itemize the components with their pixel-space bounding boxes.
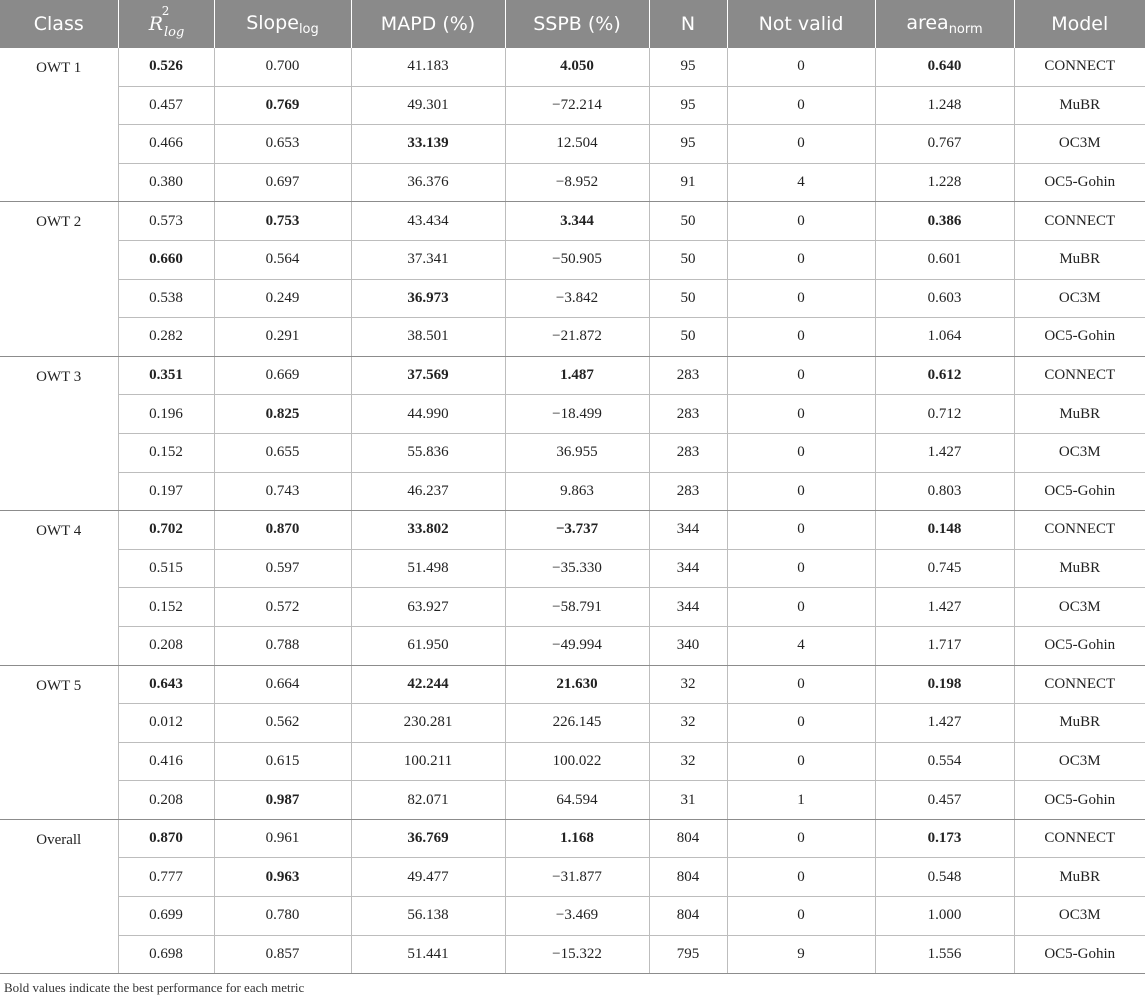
model-cell: CONNECT [1014, 511, 1145, 550]
model-cell: OC5-Gohin [1014, 626, 1145, 665]
not-valid-cell: 0 [727, 742, 875, 781]
model-cell: OC3M [1014, 588, 1145, 627]
sspb-cell: 3.344 [505, 202, 649, 241]
mapd-cell: 230.281 [351, 704, 505, 743]
r2-cell: 0.698 [118, 935, 214, 974]
sspb-cell: −3.842 [505, 279, 649, 318]
mapd-cell: 36.769 [351, 819, 505, 858]
slope-cell: 0.961 [214, 819, 351, 858]
r2-cell: 0.282 [118, 318, 214, 357]
r2-cell: 0.152 [118, 433, 214, 472]
table-row [0, 48, 1145, 86]
class-cell: OWT 1 [0, 48, 118, 202]
r2-cell: 0.196 [118, 395, 214, 434]
mapd-cell: 63.927 [351, 588, 505, 627]
not-valid-cell: 0 [727, 240, 875, 279]
model-cell: MuBR [1014, 240, 1145, 279]
not-valid-cell: 0 [727, 549, 875, 588]
r2-cell: 0.526 [118, 48, 214, 86]
area-cell: 0.601 [875, 240, 1014, 279]
r2-cell: 0.573 [118, 202, 214, 241]
sspb-cell: −31.877 [505, 858, 649, 897]
slope-cell: 0.597 [214, 549, 351, 588]
r2-cell: 0.197 [118, 472, 214, 511]
n-cell: 283 [649, 395, 727, 434]
mapd-cell: 33.802 [351, 511, 505, 550]
sspb-cell: 226.145 [505, 704, 649, 743]
mapd-cell: 49.301 [351, 86, 505, 125]
slope-cell: 0.655 [214, 433, 351, 472]
mapd-cell: 46.237 [351, 472, 505, 511]
sspb-cell: −15.322 [505, 935, 649, 974]
n-cell: 32 [649, 742, 727, 781]
mapd-cell: 42.244 [351, 665, 505, 704]
n-cell: 31 [649, 781, 727, 820]
r2-cell: 0.416 [118, 742, 214, 781]
n-cell: 95 [649, 86, 727, 125]
slope-cell: 0.743 [214, 472, 351, 511]
table-body [0, 48, 1145, 974]
n-cell: 340 [649, 626, 727, 665]
area-cell: 0.548 [875, 858, 1014, 897]
not-valid-cell: 0 [727, 279, 875, 318]
area-cell: 1.427 [875, 588, 1014, 627]
not-valid-cell: 0 [727, 433, 875, 472]
area-cell: 0.603 [875, 279, 1014, 318]
model-cell: MuBR [1014, 86, 1145, 125]
table-row [0, 318, 1145, 357]
sspb-cell: −50.905 [505, 240, 649, 279]
r2-cell: 0.643 [118, 665, 214, 704]
model-cell: MuBR [1014, 395, 1145, 434]
n-cell: 50 [649, 202, 727, 241]
not-valid-cell: 0 [727, 511, 875, 550]
model-cell: OC5-Gohin [1014, 472, 1145, 511]
table-row [0, 433, 1145, 472]
r2-cell: 0.457 [118, 86, 214, 125]
slope-cell: 0.753 [214, 202, 351, 241]
not-valid-cell: 0 [727, 897, 875, 936]
model-cell: CONNECT [1014, 202, 1145, 241]
model-cell: OC3M [1014, 897, 1145, 936]
n-cell: 50 [649, 240, 727, 279]
slope-cell: 0.664 [214, 665, 351, 704]
area-cell: 0.803 [875, 472, 1014, 511]
slope-cell: 0.572 [214, 588, 351, 627]
n-cell: 32 [649, 704, 727, 743]
table-row [0, 202, 1145, 241]
model-cell: CONNECT [1014, 819, 1145, 858]
not-valid-cell: 0 [727, 704, 875, 743]
sspb-cell: −21.872 [505, 318, 649, 357]
model-cell: MuBR [1014, 549, 1145, 588]
table-row [0, 86, 1145, 125]
sspb-cell: 21.630 [505, 665, 649, 704]
mapd-cell: 41.183 [351, 48, 505, 86]
mapd-cell: 37.341 [351, 240, 505, 279]
sspb-cell: −35.330 [505, 549, 649, 588]
header-slope-sub: log [298, 21, 319, 37]
slope-cell: 0.788 [214, 626, 351, 665]
sspb-cell: −49.994 [505, 626, 649, 665]
sspb-cell: 12.504 [505, 125, 649, 164]
header-area-sub: norm [948, 21, 983, 37]
slope-cell: 0.870 [214, 511, 351, 550]
mapd-cell: 37.569 [351, 356, 505, 395]
slope-cell: 0.669 [214, 356, 351, 395]
table-row [0, 549, 1145, 588]
mapd-cell: 61.950 [351, 626, 505, 665]
mapd-cell: 38.501 [351, 318, 505, 357]
slope-cell: 0.653 [214, 125, 351, 164]
not-valid-cell: 0 [727, 356, 875, 395]
header-r2 [118, 0, 214, 48]
table-row [0, 125, 1145, 164]
area-cell: 0.640 [875, 48, 1014, 86]
sspb-cell: −58.791 [505, 588, 649, 627]
slope-cell: 0.291 [214, 318, 351, 357]
slope-cell: 0.562 [214, 704, 351, 743]
header-sspb: SSPB (%) [505, 0, 649, 48]
header-class: Class [0, 0, 118, 48]
not-valid-cell: 0 [727, 202, 875, 241]
mapd-cell: 56.138 [351, 897, 505, 936]
sspb-cell: 1.487 [505, 356, 649, 395]
slope-cell: 0.615 [214, 742, 351, 781]
not-valid-cell: 0 [727, 318, 875, 357]
n-cell: 283 [649, 356, 727, 395]
slope-cell: 0.780 [214, 897, 351, 936]
table-row [0, 819, 1145, 858]
not-valid-cell: 0 [727, 665, 875, 704]
sspb-cell: 36.955 [505, 433, 649, 472]
area-cell: 1.717 [875, 626, 1014, 665]
model-cell: OC3M [1014, 433, 1145, 472]
n-cell: 804 [649, 897, 727, 936]
n-cell: 95 [649, 125, 727, 164]
r2-cell: 0.152 [118, 588, 214, 627]
mapd-cell: 33.139 [351, 125, 505, 164]
area-cell: 0.457 [875, 781, 1014, 820]
not-valid-cell: 9 [727, 935, 875, 974]
slope-cell: 0.857 [214, 935, 351, 974]
table-row [0, 858, 1145, 897]
header-mapd: MAPD (%) [351, 0, 505, 48]
model-cell: OC5-Gohin [1014, 318, 1145, 357]
model-cell: MuBR [1014, 704, 1145, 743]
sspb-cell: 64.594 [505, 781, 649, 820]
not-valid-cell: 0 [727, 858, 875, 897]
sspb-cell: 1.168 [505, 819, 649, 858]
area-cell: 0.198 [875, 665, 1014, 704]
table-row [0, 781, 1145, 820]
area-cell: 0.386 [875, 202, 1014, 241]
mapd-cell: 36.973 [351, 279, 505, 318]
mapd-cell: 49.477 [351, 858, 505, 897]
not-valid-cell: 0 [727, 588, 875, 627]
header-r2-sup: 2 [161, 4, 170, 18]
table-row [0, 163, 1145, 202]
n-cell: 32 [649, 665, 727, 704]
area-cell: 0.554 [875, 742, 1014, 781]
r2-cell: 0.870 [118, 819, 214, 858]
n-cell: 50 [649, 318, 727, 357]
r2-cell: 0.515 [118, 549, 214, 588]
table-row [0, 511, 1145, 550]
mapd-cell: 55.836 [351, 433, 505, 472]
not-valid-cell: 0 [727, 86, 875, 125]
class-cell: OWT 3 [0, 356, 118, 510]
class-cell: OWT 2 [0, 202, 118, 356]
model-cell: CONNECT [1014, 356, 1145, 395]
model-cell: OC5-Gohin [1014, 781, 1145, 820]
table-row [0, 704, 1145, 743]
mapd-cell: 44.990 [351, 395, 505, 434]
slope-cell: 0.249 [214, 279, 351, 318]
model-cell: CONNECT [1014, 48, 1145, 86]
r2-cell: 0.208 [118, 626, 214, 665]
not-valid-cell: 0 [727, 395, 875, 434]
r2-cell: 0.699 [118, 897, 214, 936]
table-row [0, 626, 1145, 665]
not-valid-cell: 0 [727, 125, 875, 164]
area-cell: 1.427 [875, 433, 1014, 472]
mapd-cell: 100.211 [351, 742, 505, 781]
slope-cell: 0.987 [214, 781, 351, 820]
area-cell: 1.000 [875, 897, 1014, 936]
area-cell: 0.767 [875, 125, 1014, 164]
area-cell: 1.228 [875, 163, 1014, 202]
not-valid-cell: 1 [727, 781, 875, 820]
class-cell: OWT 5 [0, 665, 118, 819]
table-row [0, 472, 1145, 511]
model-cell: OC3M [1014, 742, 1145, 781]
n-cell: 344 [649, 549, 727, 588]
not-valid-cell: 0 [727, 819, 875, 858]
model-cell: OC3M [1014, 125, 1145, 164]
r2-cell: 0.012 [118, 704, 214, 743]
table-row [0, 240, 1145, 279]
header-n: N [649, 0, 727, 48]
class-cell: Overall [0, 819, 118, 973]
area-cell: 0.173 [875, 819, 1014, 858]
r2-cell: 0.380 [118, 163, 214, 202]
header-row [0, 0, 1145, 48]
table-row [0, 279, 1145, 318]
n-cell: 795 [649, 935, 727, 974]
area-cell: 1.556 [875, 935, 1014, 974]
n-cell: 344 [649, 588, 727, 627]
class-cell: OWT 4 [0, 511, 118, 665]
sspb-cell: 9.863 [505, 472, 649, 511]
area-cell: 1.248 [875, 86, 1014, 125]
n-cell: 804 [649, 858, 727, 897]
sspb-cell: −72.214 [505, 86, 649, 125]
slope-cell: 0.564 [214, 240, 351, 279]
sspb-cell: 4.050 [505, 48, 649, 86]
area-cell: 0.745 [875, 549, 1014, 588]
header-area [875, 0, 1014, 48]
sspb-cell: −3.469 [505, 897, 649, 936]
r2-cell: 0.466 [118, 125, 214, 164]
table-row [0, 897, 1145, 936]
area-cell: 0.148 [875, 511, 1014, 550]
header-not-valid: Not valid [727, 0, 875, 48]
r2-cell: 0.538 [118, 279, 214, 318]
table-row [0, 395, 1145, 434]
r2-cell: 0.351 [118, 356, 214, 395]
n-cell: 50 [649, 279, 727, 318]
model-cell: MuBR [1014, 858, 1145, 897]
header-slope-base: Slope [246, 11, 299, 34]
table-row [0, 665, 1145, 704]
slope-cell: 0.825 [214, 395, 351, 434]
not-valid-cell: 0 [727, 48, 875, 86]
header-model: Model [1014, 0, 1145, 48]
not-valid-cell: 0 [727, 472, 875, 511]
slope-cell: 0.963 [214, 858, 351, 897]
mapd-cell: 51.498 [351, 549, 505, 588]
table-row [0, 742, 1145, 781]
sspb-cell: −3.737 [505, 511, 649, 550]
mapd-cell: 36.376 [351, 163, 505, 202]
n-cell: 91 [649, 163, 727, 202]
sspb-cell: 100.022 [505, 742, 649, 781]
not-valid-cell: 4 [727, 163, 875, 202]
n-cell: 344 [649, 511, 727, 550]
r2-cell: 0.702 [118, 511, 214, 550]
header-r2-base: R [148, 13, 163, 35]
model-cell: OC5-Gohin [1014, 935, 1145, 974]
table-row [0, 588, 1145, 627]
table-row [0, 935, 1145, 974]
n-cell: 804 [649, 819, 727, 858]
sspb-cell: −8.952 [505, 163, 649, 202]
header-slope [214, 0, 351, 48]
mapd-cell: 51.441 [351, 935, 505, 974]
slope-cell: 0.769 [214, 86, 351, 125]
area-cell: 1.427 [875, 704, 1014, 743]
mapd-cell: 43.434 [351, 202, 505, 241]
r2-cell: 0.660 [118, 240, 214, 279]
slope-cell: 0.700 [214, 48, 351, 86]
header-r2-sub: log [164, 25, 185, 40]
table-row [0, 356, 1145, 395]
n-cell: 95 [649, 48, 727, 86]
n-cell: 283 [649, 433, 727, 472]
header-area-base: area [906, 11, 949, 34]
area-cell: 1.064 [875, 318, 1014, 357]
mapd-cell: 82.071 [351, 781, 505, 820]
model-cell: CONNECT [1014, 665, 1145, 704]
area-cell: 0.712 [875, 395, 1014, 434]
n-cell: 283 [649, 472, 727, 511]
area-cell: 0.612 [875, 356, 1014, 395]
sspb-cell: −18.499 [505, 395, 649, 434]
r2-cell: 0.777 [118, 858, 214, 897]
not-valid-cell: 4 [727, 626, 875, 665]
r2-cell: 0.208 [118, 781, 214, 820]
model-cell: OC5-Gohin [1014, 163, 1145, 202]
slope-cell: 0.697 [214, 163, 351, 202]
footnote: Bold values indicate the best performance for each metric [4, 980, 305, 995]
model-cell: OC3M [1014, 279, 1145, 318]
